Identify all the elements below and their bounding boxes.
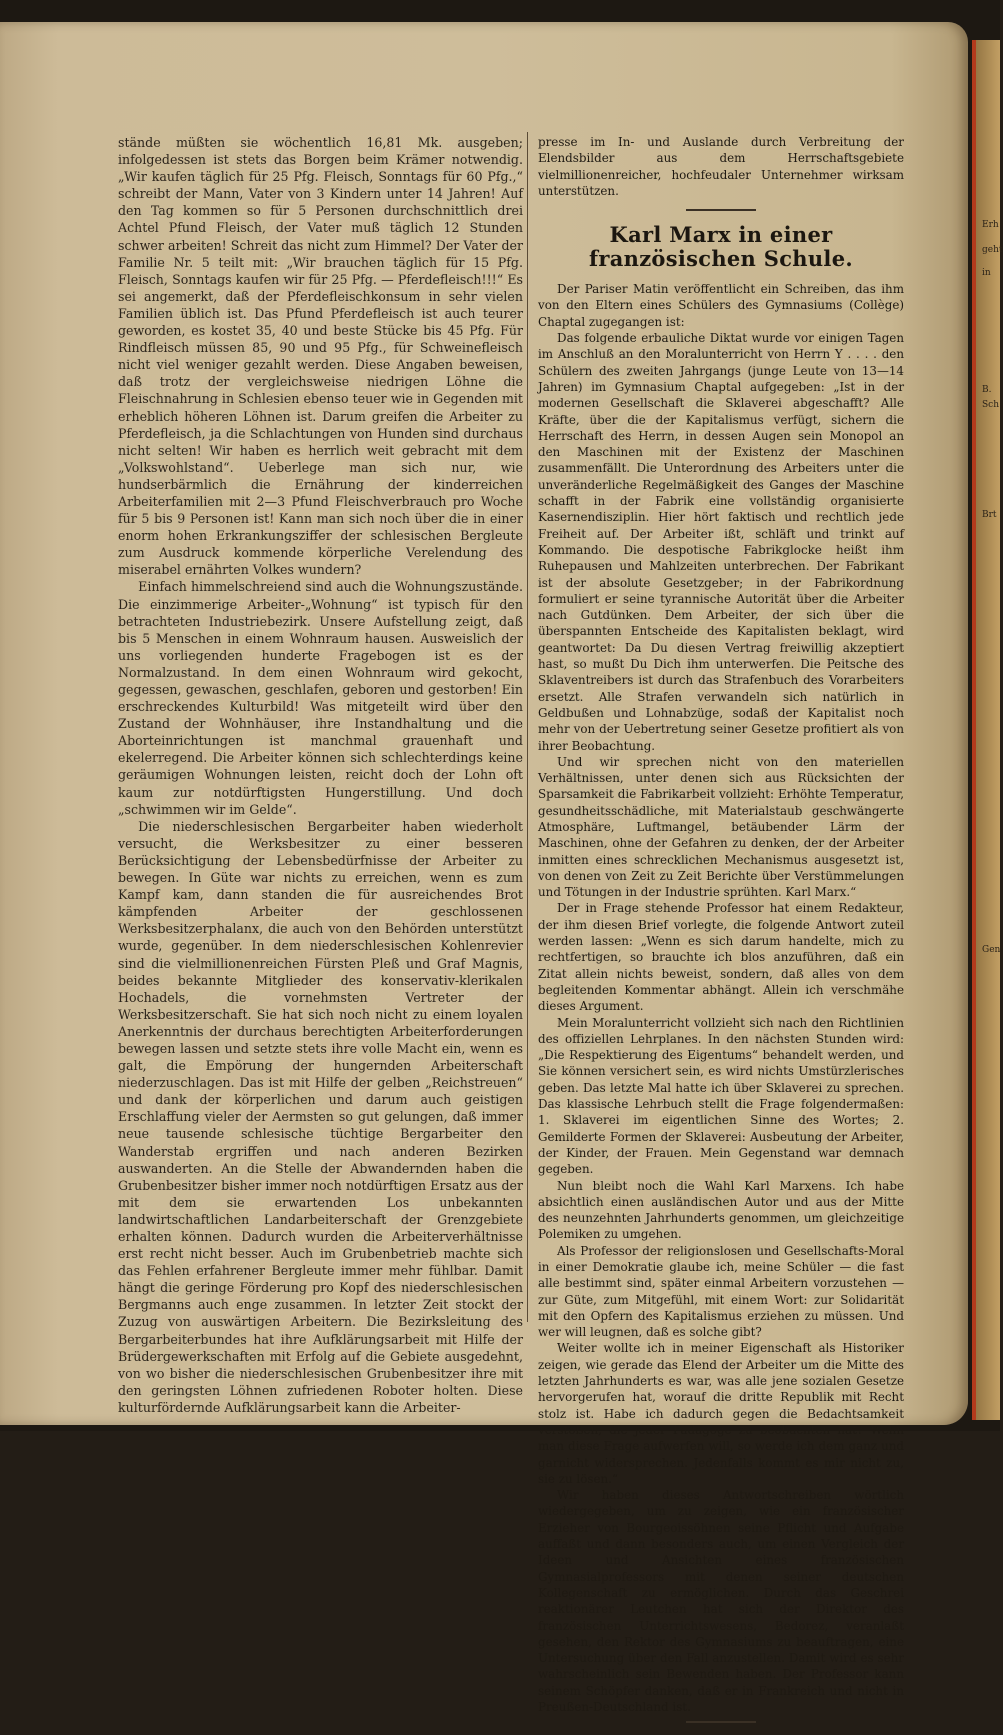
- adjacent-page-fragment: geht: [982, 245, 1003, 255]
- article-paragraph: Weiter wollte ich in meiner Eigenschaft als Historiker zeigen, wie gerade das Elend der Arbeiter um die Mitte des letzten Jahrhunderts es war, was alle jene sozialen Gesetze hervorgerufen hat, worauf die dritte Republik mit Recht stolz ist. Habe ich dadurch gegen die Bedachtsamkeit verstoßen, die jeder Pädagoge zu beobachten hat? Wenn man diese Frage aufwerfen will, so werde ich dem ganz und garnicht widersprechen. Jedenfalls kommt es mir nicht zu, sie zu lösen.“: [538, 1341, 904, 1486]
- adjacent-page-fragment: in: [982, 268, 991, 278]
- left-paragraph: Die niederschlesischen Bergarbeiter haben wiederholt versucht, die Werksbesitzer zu einer besseren Berücksichtigung der Lebensbedürfnisse der Arbeiter zu bewegen. In Güte war nichts zu erreichen, wenn es zum Kampf kam, dann standen die für ausreichendes Brot kämpfenden Arbeiter der geschlossenen Werksbesitzerphalanx, die auch von den Behörden unterstützt wurde, gegenüber. In dem niederschlesischen Kohlenrevier sind die vielmillionenreichen Fürsten Pleß und Graf Magnis, beides bekannte Mitglieder des konservativ-klerikalen Hochadels, die vornehmsten Vertreter der Werksbesitzerschaft. Sie hat sich noch nicht zu einem loyalen Anerkenntnis der durchaus berechtigten Arbeiterforderungen bewegen lassen und setzte stets ihre volle Macht ein, wenn es galt, die Empörung der hungernden Arbeiterschaft niederzuschlagen. Das ist mit Hilfe der gelben „Reichstreuen“ und dank der körperlichen und darum auch geistigen Erschlaffung vieler der Aermsten so gut gelungen, daß immer neue tausende schlesische tüchtige Bergarbeiter den Wanderstab ergriffen und nach anderen Bezirken auswanderten. An die Stelle der Abwandernden haben die Grubenbesitzer bisher immer noch notdürftigen Ersatz aus der mit dem sie erwartenden Los unbekannten landwirtschaftlichen Landarbeiterschaft der Grenzgebiete erhalten können. Dadurch wurden die Arbeiterverhältnisse erst recht nicht besser. Auch im Grubenbetrieb machte sich das Fehlen erfahrener Bergleute immer mehr fühlbar. Damit hängt die geringe Förderung pro Kopf des niederschlesischen Bergmanns auch enge zusammen. In letzter Zeit stockt der Zuzug von auswärtigen Arbeitern. Die Bezirksleitung des Bergarbeiterbundes hat ihre Aufklärungsarbeit mit Hilfe der Brüdergewerkschaften mit Erfolg auf die Gebiete ausgedehnt, von wo bisher die niederschlesischen Grubenbesitzer ihre mit den geringsten Löhnen zufriedenen Roboter holten. Diese kulturfördernde Aufklärungsarbeit kann die Arbeiter-: [118, 818, 523, 1415]
- article-paragraph: Und wir sprechen nicht von den materiellen Verhältnissen, unter denen sich aus Rücksichten der Sparsamkeit die Fabrikarbeit vollzieht: Erhöhte Temperatur, gesundheitsschädliche, mit Materialstaub geschwängerte Atmosphäre, Luftmangel, betäubender Lärm der Maschinen, ohne der Gefahren zu denken, der der Arbeiter inmitten eines schrecklichen Mechanismus ausgesetzt ist, von denen von Zeit zu Zeit Berichte über Verstümmelungen und Tötungen in der Industrie sprühten. Karl Marx.“: [538, 754, 904, 900]
- article-paragraph: Als Professor der religionslosen und Gesellschafts-Moral in einer Demokratie glaube ich, meine Schüler — die fast alle bestimmt sind, später einmal Arbeitern vorzustehen — zur Güte, zum Mitgefühl, mit einem Wort: zur Solidarität mit den Opfern des Kapitalismus erziehen zu müssen. Und wer will leugnen, daß es solche gibt?: [538, 1243, 904, 1340]
- adjacent-page-fragment: Sch: [982, 400, 1000, 410]
- adjacent-page-fragment: B.: [982, 385, 992, 395]
- article-paragraph: Mein Moralunterricht vollzieht sich nach den Richtlinien des offiziellen Lehrplanes. In den nächsten Stunden wird: „Die Respektierung des Eigentums“ behandelt werden, und Sie können versichert sein, es wird nichts Umstürzlerisches geben. Das letzte Mal hatte ich über Sklaverei zu sprechen. Das klassische Lehrbuch stellt die Frage folgendermaßen: 1. Sklaverei im eigentlichen Sinne des Wortes; 2. Gemilderte Formen der Sklaverei: Ausbeutung der Arbeiter, der Kinder, der Frauen. Mein Gegenstand war demnach gegeben.: [538, 1015, 904, 1177]
- article-heading: Karl Marx in einer französischen Schule.: [589, 222, 853, 272]
- left-column: [118, 134, 523, 1416]
- page-edge-stripe: [972, 40, 976, 1420]
- adjacent-page-fragment: Erh: [982, 220, 999, 230]
- adjacent-page-fragment: Gen: [982, 945, 1001, 955]
- continued-paragraph: presse im In- und Auslande durch Verbreitung der Elendsbilder aus dem Herrschaftsgebiete vielmillionenreicher, hochfeudaler Unternehmer wirksam unterstützen.: [538, 135, 904, 198]
- adjacent-page-edge: [972, 40, 1003, 1420]
- adjacent-page-fragment: Brt: [982, 510, 997, 520]
- article-paragraph: Nun bleibt noch die Wahl Karl Marxens. Ich habe absichtlich einen ausländischen Autor und aus der Mitte des neunzehnten Jahrhunderts genommen, um gleichzeitige Polemiken zu umgehen.: [538, 1178, 904, 1242]
- article-paragraph: Wir haben dieses Antwortschreiben wörtlich wiedergegeben, um zu zeigen, wie ein französischer Erzieher von Bourgeoissöhnen seine Pflicht und Aufgabe auffaßt und dann besonders auch, um einen Vergleich der Ideen und Ansichten eines französischen Gymnasialprofessors mit denen seiner deutschen Kollegenschaft zu ermöglichen. Durch das Geschrei reaktionärer Leutchen hat sich der Direktor des französischen Unterrichtswesens, Bedorez, veranlaßt gesehen, den Rektor des Gymnasiums zu beauftragen, eine Untersuchung über den Fall anzustellen. Damit wird es sehr wahrscheinlich sein Bewenden haben. Der Professor kann seinem Schöpfer danken, daß er in Frankreich und nicht in Preußen-Deutschland ist.: [538, 1488, 904, 1715]
- end-rule: [686, 1721, 756, 1723]
- left-paragraph: stände müßten sie wöchentlich 16,81 Mk. ausgeben; infolgedessen ist stets das Borgen beim Krämer notwendig. „Wir kaufen täglich für 25 Pfg. Fleisch, Sonntags für 60 Pfg.,“ schreibt der Mann, Vater von 3 Kindern unter 14 Jahren! Auf den Tag kommen so für 5 Personen durchschnittlich drei Achtel Pfund Fleisch, der Vater muß täglich 12 Stunden schwer arbeiten! Schreit das nicht zum Himmel? Der Vater der Familie Nr. 5 teilt mit: „Wir brauchen täglich für 15 Pfg. Fleisch, Sonntags kaufen wir für 25 Pfg. — Pferdefleisch!!!“ Es sei angemerkt, daß der Pferdefleischkonsum in sehr vielen Familien üblich ist. Das Pfund Pferdefleisch ist auch teurer geworden, es kostet 35, 40 und beste Stücke bis 45 Pfg. Für Rindfleisch müssen 85, 90 und 95 Pfg., für Schweinefleisch nicht viel weniger gezahlt werden. Diese Angaben beweisen, daß trotz der vergleichsweise niedrigen Löhne die Fleischnahrung in Schlesien ebenso teuer wie in Gegenden mit erheblich höheren Löhnen ist. Darum greifen die Arbeiter zu Pferdefleisch, ja die Schlachtungen von Hunden sind durchaus nicht selten! Wir haben es herrlich weit gebracht mit dem „Volkswohlstand“. Ueberlege man sich nur, wie hundserbärmlich die Ernährung der kinderreichen Arbeiterfamilien mit 2—3 Pfund Fleischverbrauch pro Woche für 5 bis 9 Personen ist! Kann man sich noch über die in einer enorm hohen Erkrankungsziffer der schlesischen Bergleute zum Ausdruck kommende körperliche Verelendung des miserabel ernährten Volkes wundern?: [118, 135, 523, 578]
- left-paragraph: Einfach himmelschreiend sind auch die Wohnungszustände. Die einzimmerige Arbeiter-„Wohnung“ ist typisch für den betrachteten Industriebezirk. Unsere Aufstellung zeigt, daß bis 5 Menschen in einem Wohnraum hausen. Ausweislich der uns vorliegenden hunderte Fragebogen ist es der Normalzustand. In dem einen Wohnraum wird gekocht, gegessen, gewaschen, geschlafen, geboren und gestorben! Ein erschreckendes Kulturbild! Was mitgeteilt wird über den Zustand der Wohnhäuser, ihre Instandhaltung und die Aborteinrichtungen ist manchmal grauenhaft und ekelerregend. Die Arbeiter können sich schlechterdings keine geräumigen Wohnungen leisten, reicht doch der Lohn oft kaum zur notdürftigsten Hungerstillung. Und doch „schwimmen wir im Gelde“.: [118, 579, 523, 817]
- article-paragraph: Der in Frage stehende Professor hat einem Redakteur, der ihm diesen Brief vorlegte, die folgende Antwort zuteil werden lassen: „Wenn es sich darum handelte, mich zu rechtfertigen, so brauchte ich blos anzuführen, daß ein Zitat allein nichts beweist, sondern, daß alles von dem begleitenden Kommentar abhängt. Allein ich verschmähe dieses Argument.: [538, 901, 904, 1014]
- column-divider: [527, 132, 528, 1322]
- article-paragraph: Das folgende erbauliche Diktat wurde vor einigen Tagen im Anschluß an den Moralunterricht von Herrn Y . . . . den Schülern des zweiten Jahrgangs (junge Leute von 13—14 Jahren) im Gymnasium Chaptal aufgegeben: „Ist in der modernen Gesellschaft die Sklaverei abgeschafft? Alle Kräfte, über die der Kapitalismus verfügt, sichern die Herrschaft des Herrn, in dessen Augen sein Monopol an den Maschinen mit der Existenz der Maschinen zusammenfällt. Die Unterordnung des Arbeiters unter die unveränderliche Regelmäßigkeit des Ganges der Maschine schafft in der Fabrik eine vollständig organisierte Kasernendisziplin. Hier hört faktisch und rechtlich jede Freiheit auf. Der Arbeiter ißt, schläft und trinkt auf Kommando. Die despotische Fabrikglocke heißt ihm Ruhepausen und Mahlzeiten unterbrechen. Der Fabrikant ist der absolute Gesetzgeber; in der Fabrikordnung formuliert er seine tyrannische Autorität über die Arbeiter nach Gutdünken. Dem Arbeiter, der sich über die überspannten Entscheide des Kapitalisten beklagt, wird geantwortet: Da Du diesen Vertrag freiwillig akzeptiert hast, so mußt Du Dich ihm unterwerfen. Die Peitsche des Sklaventreibers ist durch das Strafenbuch des Vorarbeiters ersetzt. Alle Strafen verwandeln sich natürlich in Geldbußen und Lohnabzüge, sodaß der Kapitalist noch mehr von der Uebertretung seiner Gesetze profitiert als von ihrer Beobachtung.: [538, 331, 904, 753]
- article-paragraph: Der Pariser Matin veröffentlicht ein Schreiben, das ihm von den Eltern eines Schülers des Gymnasiums (Collège) Chaptal zugegangen ist:: [538, 282, 904, 329]
- right-column: [538, 134, 904, 1735]
- section-rule: [686, 209, 756, 211]
